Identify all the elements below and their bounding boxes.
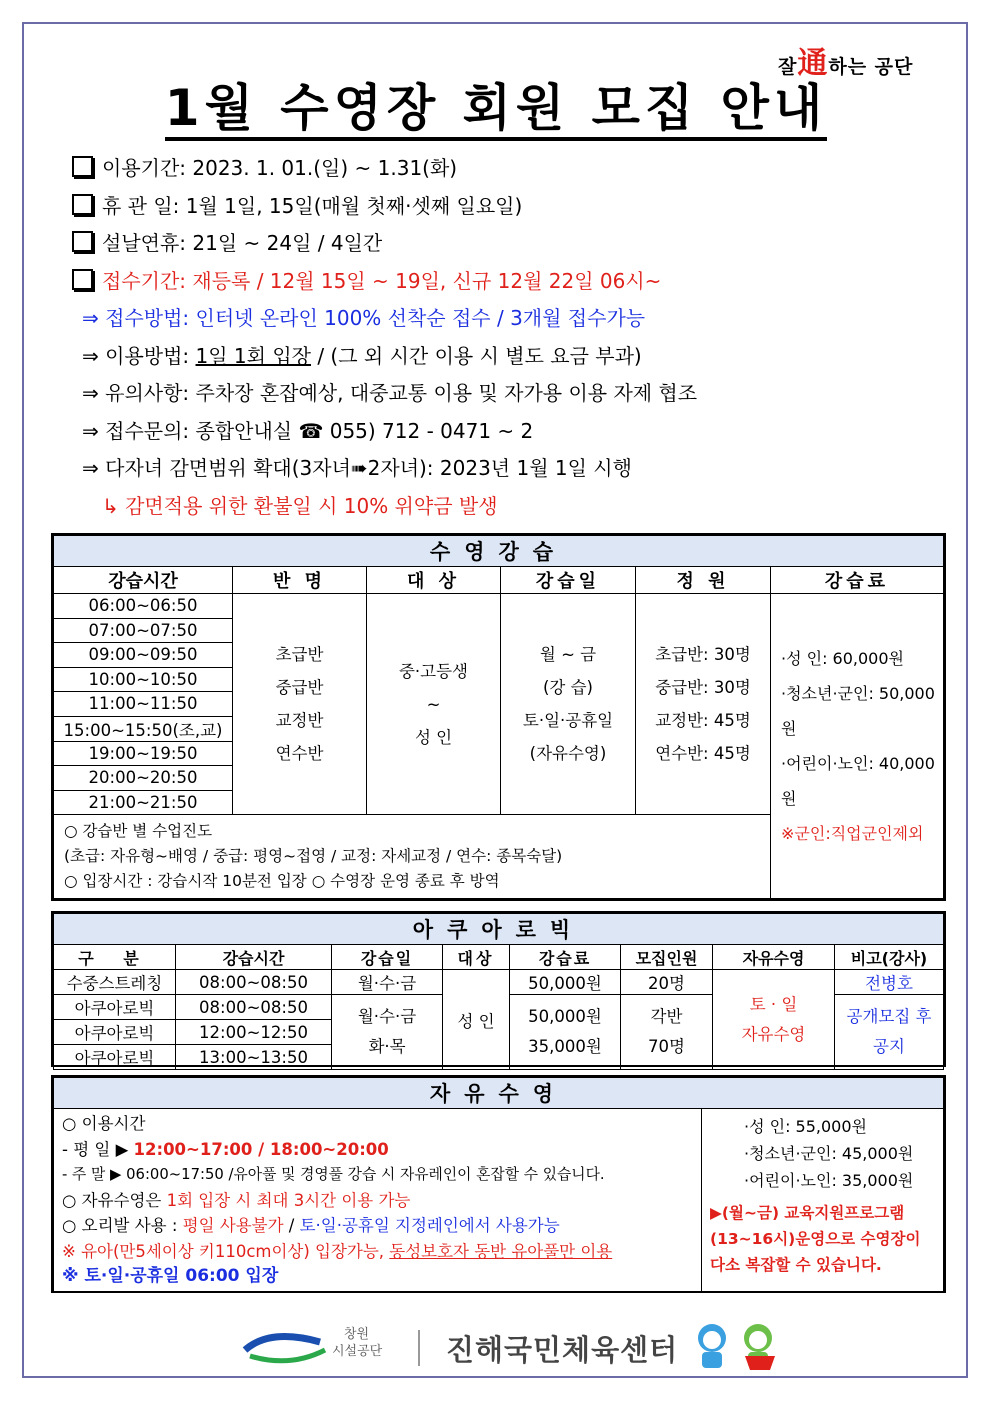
capacity-cell: 초급반: 30명 중급반: 30명 교정반: 45명 연수반: 45명 bbox=[636, 594, 771, 815]
arrow-icon: ⇒ bbox=[82, 456, 99, 480]
fee-cell: ·성 인: 60,000원 ·청소년·군인: 50,000원 ·어린이·노인: 40,000원 ※군인:직업군인제외 bbox=[771, 594, 944, 899]
info-holiday: 설날연휴: 21일 ~ 24일 / 4일간 bbox=[72, 225, 697, 263]
swim-table bbox=[53, 535, 944, 899]
slogan: 잘通하는 공단 bbox=[778, 46, 914, 81]
checkbox-icon bbox=[72, 194, 93, 215]
col-time: 강습시간 bbox=[54, 567, 233, 594]
time-cell: 15:00~15:50(조,교) bbox=[54, 716, 233, 741]
footer-divider bbox=[418, 1330, 420, 1366]
aqua-header: 아쿠아로빅 bbox=[54, 914, 944, 945]
aqua-time: 12:00~12:50 bbox=[176, 1020, 332, 1045]
checkbox-icon bbox=[72, 269, 93, 290]
col-class: 반 명 bbox=[233, 567, 367, 594]
aqua-name: 아쿠아로빅 bbox=[54, 1045, 176, 1070]
free-fees: ·성 인: 55,000원 ·청소년·군인: 45,000원 ·어린이·노인: 35,000원 ▶(월~금) 교육지원프로그램 (13~16시)운영으로 수영장이 다소 복잡할 수 있습니다. bbox=[702, 1109, 944, 1293]
info-period: 이용기간: 2023. 1. 01.(일) ~ 1.31(화) bbox=[72, 150, 697, 188]
info-usage: ⇒ 이용방법: 1일 1회 입장 / (그 외 시간 이용 시 별도 요금 부과) bbox=[82, 343, 642, 368]
col-days: 강습일 bbox=[501, 567, 636, 594]
time-cell: 19:00~19:50 bbox=[54, 741, 233, 766]
free-table bbox=[53, 1077, 944, 1293]
aqua-col-note: 비고(강사) bbox=[835, 945, 944, 970]
swim-header: 수영강습 bbox=[54, 536, 944, 567]
aqua-fee: 50,000원 bbox=[510, 970, 621, 995]
aqua-days: 월·수·금 화·목 bbox=[332, 995, 443, 1070]
checkbox-icon bbox=[72, 156, 93, 177]
mascot-icon bbox=[690, 1320, 790, 1372]
time-cell: 07:00~07:50 bbox=[54, 618, 233, 643]
col-capacity: 정 원 bbox=[636, 567, 771, 594]
info-refund: ↳ 감면적용 위한 환불일 시 10% 위약금 발생 bbox=[102, 493, 498, 518]
time-cell: 11:00~11:50 bbox=[54, 692, 233, 717]
aqua-time: 08:00~08:50 bbox=[176, 970, 332, 995]
aqua-time: 08:00~08:50 bbox=[176, 995, 332, 1020]
info-list bbox=[72, 150, 697, 525]
aqua-note-instructor: 전병호 bbox=[835, 970, 944, 995]
col-target: 대 상 bbox=[367, 567, 501, 594]
info-method: ⇒ 접수방법: 인터넷 온라인 100% 선착순 접수 / 3개월 접수가능 bbox=[82, 306, 646, 330]
aqua-table bbox=[53, 913, 944, 1070]
corporation-logo-text: 창원 시설공단 bbox=[332, 1327, 383, 1359]
time-cell: 21:00~21:50 bbox=[54, 790, 233, 815]
aqua-fee: 50,000원 35,000원 bbox=[510, 995, 621, 1070]
aqua-name: 아쿠아로빅 bbox=[54, 1020, 176, 1045]
aqua-col-time: 강습시간 bbox=[176, 945, 332, 970]
days-cell: 월 ~ 금 (강 습) 토·일·공휴일 (자유수영) bbox=[501, 594, 636, 815]
time-cell: 09:00~09:50 bbox=[54, 643, 233, 668]
time-cell: 10:00~10:50 bbox=[54, 667, 233, 692]
time-cell: 06:00~06:50 bbox=[54, 594, 233, 619]
aqua-name: 아쿠아로빅 bbox=[54, 995, 176, 1020]
center-name: 진해국민체육센터 bbox=[446, 1333, 679, 1367]
target-cell: 중·고등생 ~ 성 인 bbox=[367, 594, 501, 815]
checkbox-icon bbox=[72, 231, 93, 252]
info-closed: 휴 관 일: 1월 1일, 15일(매월 첫째·셋째 일요일) bbox=[72, 188, 697, 226]
page-title: 1월 수영장 회원 모집 안내 bbox=[0, 68, 992, 140]
aqua-count: 20명 bbox=[621, 970, 713, 995]
aqua-col-target: 대상 bbox=[443, 945, 510, 970]
info-inquiry: ⇒ 접수문의: 종합안내실 ☎ 055) 712 - 0471 ~ 2 bbox=[82, 418, 534, 443]
footer bbox=[240, 1320, 800, 1380]
aqua-col-fee: 강습료 bbox=[510, 945, 621, 970]
arrow-icon: ⇒ bbox=[82, 381, 99, 405]
info-family: ⇒ 다자녀 감면범위 확대(3자녀➠2자녀): 2023년 1월 1일 시행 bbox=[82, 456, 632, 480]
time-cell: 20:00~20:50 bbox=[54, 766, 233, 791]
aqua-days: 월·수·금 bbox=[332, 970, 443, 995]
aqua-name: 수중스트레칭 bbox=[54, 970, 176, 995]
aqua-target: 성 인 bbox=[443, 970, 510, 1070]
fee-note: ※군인:직업군인제외 bbox=[781, 824, 924, 843]
aqua-col-kind: 구 분 bbox=[54, 945, 176, 970]
aqua-col-free: 자유수영 bbox=[713, 945, 835, 970]
free-header: 자유수영 bbox=[54, 1078, 944, 1109]
aqua-free: 토 · 일 자유수영 bbox=[713, 970, 835, 1070]
free-details: ○ 이용시간 - 평 일 ▶ 12:00~17:00 / 18:00~20:00 - 주 말 ▶ 06:00~17:50 /유아풀 및 경영풀 강습 시 자유레인이 혼잡할 수 있습니다. ○ 자유수영은 1회 입장 시 최대 3시간 이용 가능 ○ 오리발 사용 : 평일 사용불가 / 토·일·공휴일 지정레인에서 사용가능 ※ 유아(만5세이상 키110cm이상) 입장가능, 동성보호자 동반 유아풀만 이용 ※ 토·일·공휴일 06:00 입장 bbox=[54, 1109, 702, 1293]
aqua-col-count: 모집인원 bbox=[621, 945, 713, 970]
free-notice: ▶(월~금) 교육지원프로그램 (13~16시)운영으로 수영장이 다소 복잡할 수 있습니다. bbox=[710, 1204, 921, 1274]
swim-notes: ○ 강습반 별 수업진도 (초급: 자유형~배영 / 중급: 평영~접영 / 교정: 자세교정 / 연수: 종목숙달) ○ 입장시간 : 강습시작 10분전 입장 ○ 수영장 운영 종료 후 방역 bbox=[54, 815, 771, 899]
class-list: 초급반 중급반 교정반 연수반 bbox=[233, 594, 367, 815]
aqua-count: 각반 70명 bbox=[621, 995, 713, 1070]
col-fee: 강습료 bbox=[771, 567, 944, 594]
info-caution: ⇒ 유의사항: 주차장 혼잡예상, 대중교통 이용 및 자가용 이용 자제 협조 bbox=[82, 381, 698, 405]
arrow-icon: ⇒ bbox=[82, 418, 99, 443]
arrow-icon: ⇒ bbox=[82, 343, 99, 368]
corporation-logo-icon bbox=[240, 1328, 330, 1368]
aqua-col-days: 강습일 bbox=[332, 945, 443, 970]
aqua-time: 13:00~13:50 bbox=[176, 1045, 332, 1070]
aqua-note: 공개모집 후 공지 bbox=[835, 995, 944, 1070]
info-reception: 접수기간: 재등록 / 12월 15일 ~ 19일, 신규 12월 22일 06시~ bbox=[72, 263, 697, 301]
